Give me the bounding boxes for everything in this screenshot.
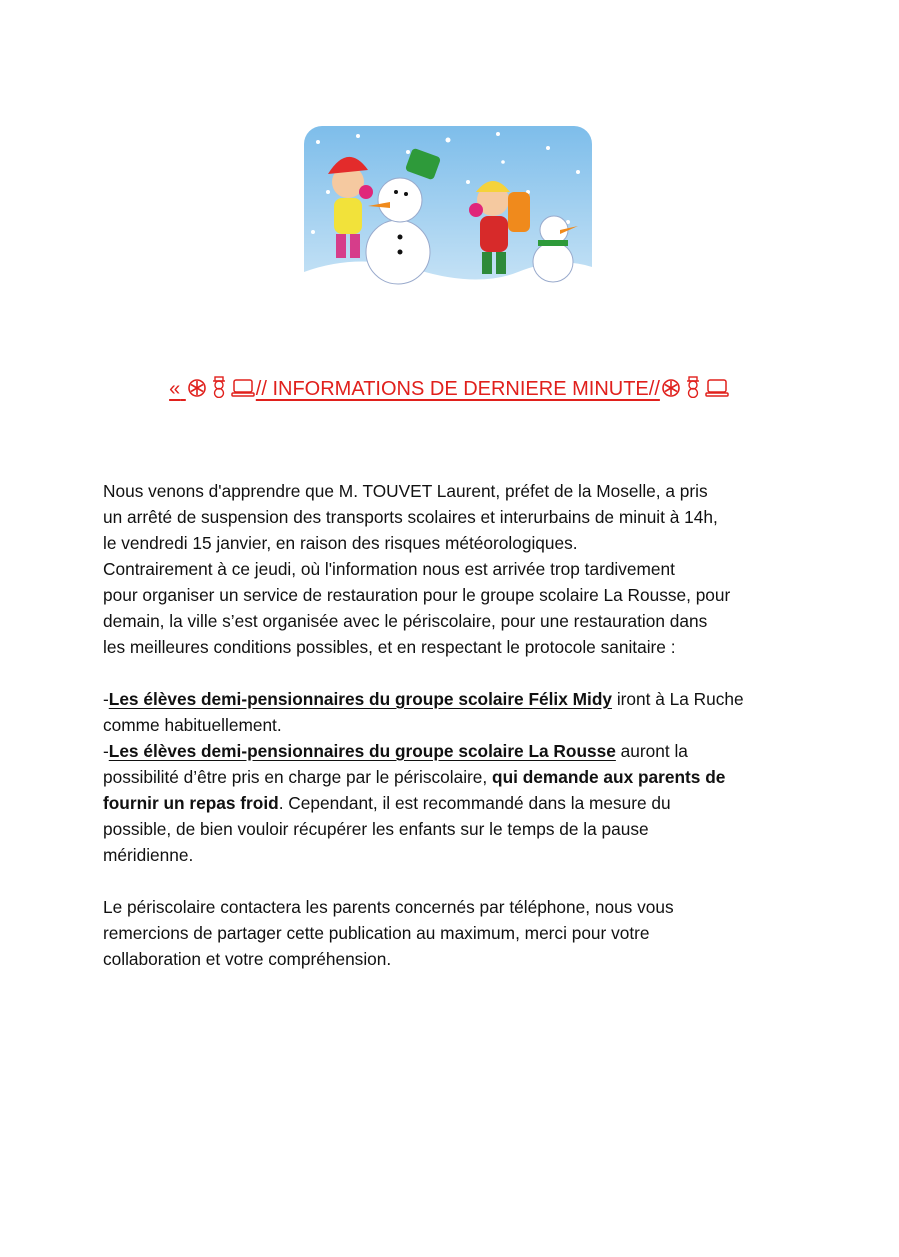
paragraph1-line3: le vendredi 15 janvier, en raison des risques météorologiques.: [103, 533, 578, 553]
announcement-body: [103, 478, 795, 972]
announcement-title: [0, 376, 899, 402]
paragraph3-line3: collaboration et votre compréhension.: [103, 949, 392, 969]
paragraph2-line4: les meilleures conditions possibles, et en respectant le protocole sanitaire :: [103, 637, 676, 657]
paragraph2-line3: demain, la ville s’est organisée avec le périscolaire, pour une restauration dans: [103, 611, 708, 631]
item2-dash: -: [103, 741, 109, 761]
computer-icon: [231, 378, 255, 398]
item1-rest: iront à La Ruche: [612, 689, 744, 709]
item1-line2: comme habituellement.: [103, 715, 282, 735]
item1-dash: -: [103, 689, 109, 709]
snowflake-icon: [661, 378, 681, 398]
item2-line3: [103, 790, 795, 816]
paragraph2-line2: pour organiser un service de restauration pour le groupe scolaire La Rousse, pour: [103, 585, 731, 605]
paragraph3-line2: remercions de partager cette publication au maximum, merci pour votre: [103, 923, 650, 943]
title-text: // INFORMATIONS DE DERNIERE MINUTE//: [255, 378, 660, 400]
item2-line1: [103, 738, 795, 764]
item1-line1: [103, 686, 795, 712]
item2-line5: méridienne.: [103, 845, 194, 865]
snowman-icon: [683, 376, 703, 398]
item2-rest: auront la: [615, 741, 688, 761]
item2-line2-start: possibilité d’être pris en charge par le périscolaire,: [103, 767, 493, 787]
snowmen-children-illustration: [298, 122, 598, 322]
item1-bold: Les élèves demi-pensionnaires du groupe scolaire Félix Midy: [108, 689, 613, 709]
title-prefix: «: [169, 378, 181, 400]
paragraph1-line1: Nous venons d'apprendre que M. TOUVET Laurent, préfet de la Moselle, a pris: [103, 481, 708, 501]
paragraph3-line1: Le périscolaire contactera les parents concernés par téléphone, nous vous: [103, 897, 674, 917]
snowflake-icon: [187, 378, 207, 398]
snowman-icon: [209, 376, 229, 398]
paragraph2-line1: Contrairement à ce jeudi, où l'information nous est arrivée trop tardivement: [103, 559, 675, 579]
item2-line2: [103, 764, 795, 790]
computer-icon: [705, 378, 729, 398]
item2-bold2: fournir un repas froid: [103, 793, 279, 813]
item2-bold1: qui demande aux parents de: [492, 767, 726, 787]
paragraph1-line2: un arrêté de suspension des transports scolaires et interurbains de minuit à 14h,: [103, 507, 718, 527]
item2-bold: Les élèves demi-pensionnaires du groupe scolaire La Rousse: [108, 741, 616, 761]
item2-line3-rest: . Cependant, il est recommandé dans la mesure du: [278, 793, 671, 813]
item2-line4: possible, de bien vouloir récupérer les enfants sur le temps de la pause: [103, 819, 649, 839]
